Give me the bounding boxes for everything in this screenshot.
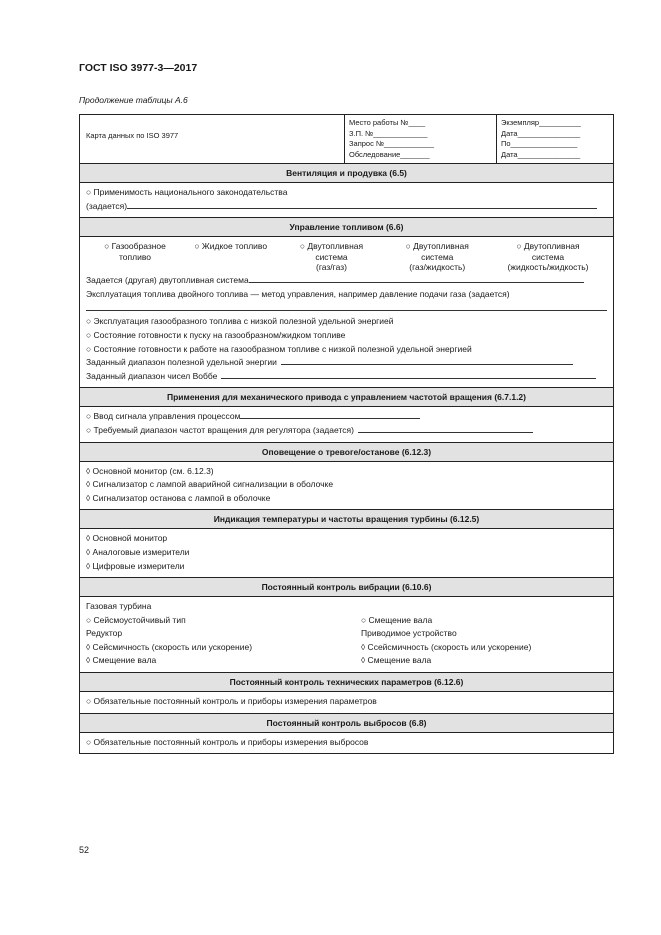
fuel-option-dual-gas-gas[interactable]: ○ Двутопливная система (газ/газ) [299, 241, 364, 273]
page-number: 52 [79, 845, 90, 855]
section-mechanical-drive-body [80, 407, 613, 442]
section-fuel-title: Управление топливом (6.6) [80, 218, 613, 237]
section-emissions-title: Постоянный контроль выбросов (6.8) [80, 714, 613, 733]
section-alarm-body [80, 462, 613, 511]
copy-field[interactable]: Экземпляр__________ [501, 118, 581, 127]
low-energy-readiness-option[interactable]: ○ Состояние готовности к работе на газообразном топливе с низкой полезной удельной энергией [86, 343, 472, 354]
legislation-specified-field[interactable]: (задается) [86, 200, 607, 214]
emissions-monitoring-option[interactable]: ○ Обязательные постоянный контроль и приборы измерения выбросов [86, 736, 369, 747]
vibration-row-4 [86, 654, 607, 668]
process-signal-option[interactable]: ○ Ввод сигнала управления процессом [86, 410, 607, 424]
by-field[interactable]: По________________ [501, 139, 578, 148]
temp-main-monitor-option[interactable]: ◊ Основной монитор [86, 533, 168, 544]
analog-meters-option[interactable]: ◊ Аналоговые измерители [86, 546, 190, 557]
section-alarm-title: Оповещение о тревоге/останове (6.12.3) [80, 443, 613, 462]
vibration-row-1 [86, 614, 607, 628]
driven-shaft-displacement-option[interactable]: ◊ Смещение вала [361, 655, 432, 666]
section-temperature-body [80, 529, 613, 578]
shutdown-lamp-option[interactable]: ◊ Сигнализатор останова с лампой в оболочке [86, 492, 271, 503]
section-ventilation-title: Вентиляция и продувка (6.5) [80, 164, 613, 183]
energy-range-field[interactable]: Заданный диапазон полезной удельной энергии [86, 356, 607, 370]
table-continuation-caption: Продолжение таблицы А.6 [79, 95, 188, 105]
gas-turbine-label: Газовая турбина [86, 601, 152, 612]
governor-speed-range-option[interactable]: ○ Требуемый диапазон частот вращения для регулятора (задается) [86, 424, 607, 438]
fuel-type-options [86, 240, 607, 274]
start-readiness-option[interactable]: ○ Состояние готовности к пуску на газообразном/жидком топливе [86, 329, 346, 340]
date-field-2[interactable]: Дата_______________ [501, 149, 581, 159]
section-vibration-body [80, 597, 613, 673]
turbine-shaft-displacement-option[interactable]: ○ Смещение вала [361, 614, 433, 625]
section-emissions-body [80, 733, 613, 754]
vibration-row-2 [86, 627, 607, 641]
alarm-main-monitor-option[interactable]: ◊ Основной монитор (см. 6.12.3) [86, 465, 214, 476]
workplace-info-cell [345, 115, 497, 163]
table-header-row [80, 115, 613, 164]
parameters-monitoring-option[interactable]: ○ Обязательные постоянный контроль и приборы измерения параметров [86, 696, 377, 707]
section-temperature-title: Индикация температуры и частоты вращения турбины (6.12.5) [80, 510, 613, 529]
date-field-1[interactable]: Дата_______________ [501, 128, 581, 138]
driven-device-label: Приводимое устройство [361, 628, 457, 639]
section-parameters-body [80, 692, 613, 714]
gearbox-shaft-displacement-option[interactable]: ◊ Смещение вала [86, 655, 157, 666]
section-mechanical-drive-title: Применения для механического привода с управлением частотой вращения (6.7.1.2) [80, 388, 613, 407]
driven-seismicity-option[interactable]: ◊ Ссейсмичность (скорость или ускорение) [361, 641, 532, 652]
data-card-label: Карта данных по ISO 3977 [80, 115, 345, 163]
fuel-option-liquid[interactable]: ○ Жидкое топливо [194, 241, 268, 252]
dual-fuel-operation-blank[interactable] [86, 309, 607, 311]
order-number-field[interactable]: З.П. №_____________ [349, 128, 428, 138]
low-energy-gas-option[interactable]: ○ Эксплуатация газообразного топлива с низкой полезной удельной энергией [86, 316, 394, 327]
gearbox-seismicity-option[interactable]: ◊ Сейсмичность (скорость или ускорение) [86, 641, 253, 652]
gearbox-label: Редуктор [86, 628, 123, 639]
section-parameters-title: Постоянный контроль технических параметров (6.12.6) [80, 673, 613, 692]
survey-field[interactable]: Обследование_______ [349, 149, 430, 159]
section-fuel-body [80, 237, 613, 388]
fuel-option-dual-liquid-liquid[interactable]: ○ Двутопливная система (жидкость/жидкость) [507, 241, 589, 273]
data-sheet-table [79, 114, 614, 754]
digital-meters-option[interactable]: ◊ Цифровые измерители [86, 560, 185, 571]
fuel-option-dual-gas-liquid[interactable]: ○ Двутопливная система (газ/жидкость) [405, 241, 469, 273]
document-title: ГОСТ ISO 3977-3—2017 [79, 62, 198, 74]
fuel-option-gas[interactable]: ○ Газообразное топливо [104, 241, 166, 262]
dual-fuel-operation-field[interactable]: Эксплуатация топлива двойного топлива — метод управления, например давление подачи газа (задается) [86, 288, 510, 299]
wobbe-range-field[interactable]: Заданный диапазон чисел Воббе [86, 370, 607, 384]
other-dual-fuel-field[interactable]: Задается (другая) двутопливная система [86, 274, 607, 288]
alarm-lamp-option[interactable]: ◊ Сигнализатор с лампой аварийной сигнализации в оболочке [86, 479, 334, 490]
workplace-number-field[interactable]: Место работы №____ [349, 118, 426, 127]
vibration-row-3 [86, 641, 607, 655]
request-number-field[interactable]: Запрос №____________ [349, 139, 435, 148]
seismic-type-option[interactable]: ○ Сейсмоустойчивый тип [86, 614, 186, 625]
section-vibration-title: Постоянный контроль вибрации (6.10.6) [80, 578, 613, 597]
national-legislation-option[interactable]: ○ Применимость национального законодательства [86, 187, 288, 197]
section-ventilation-body [80, 183, 613, 218]
copy-info-cell [497, 115, 613, 163]
